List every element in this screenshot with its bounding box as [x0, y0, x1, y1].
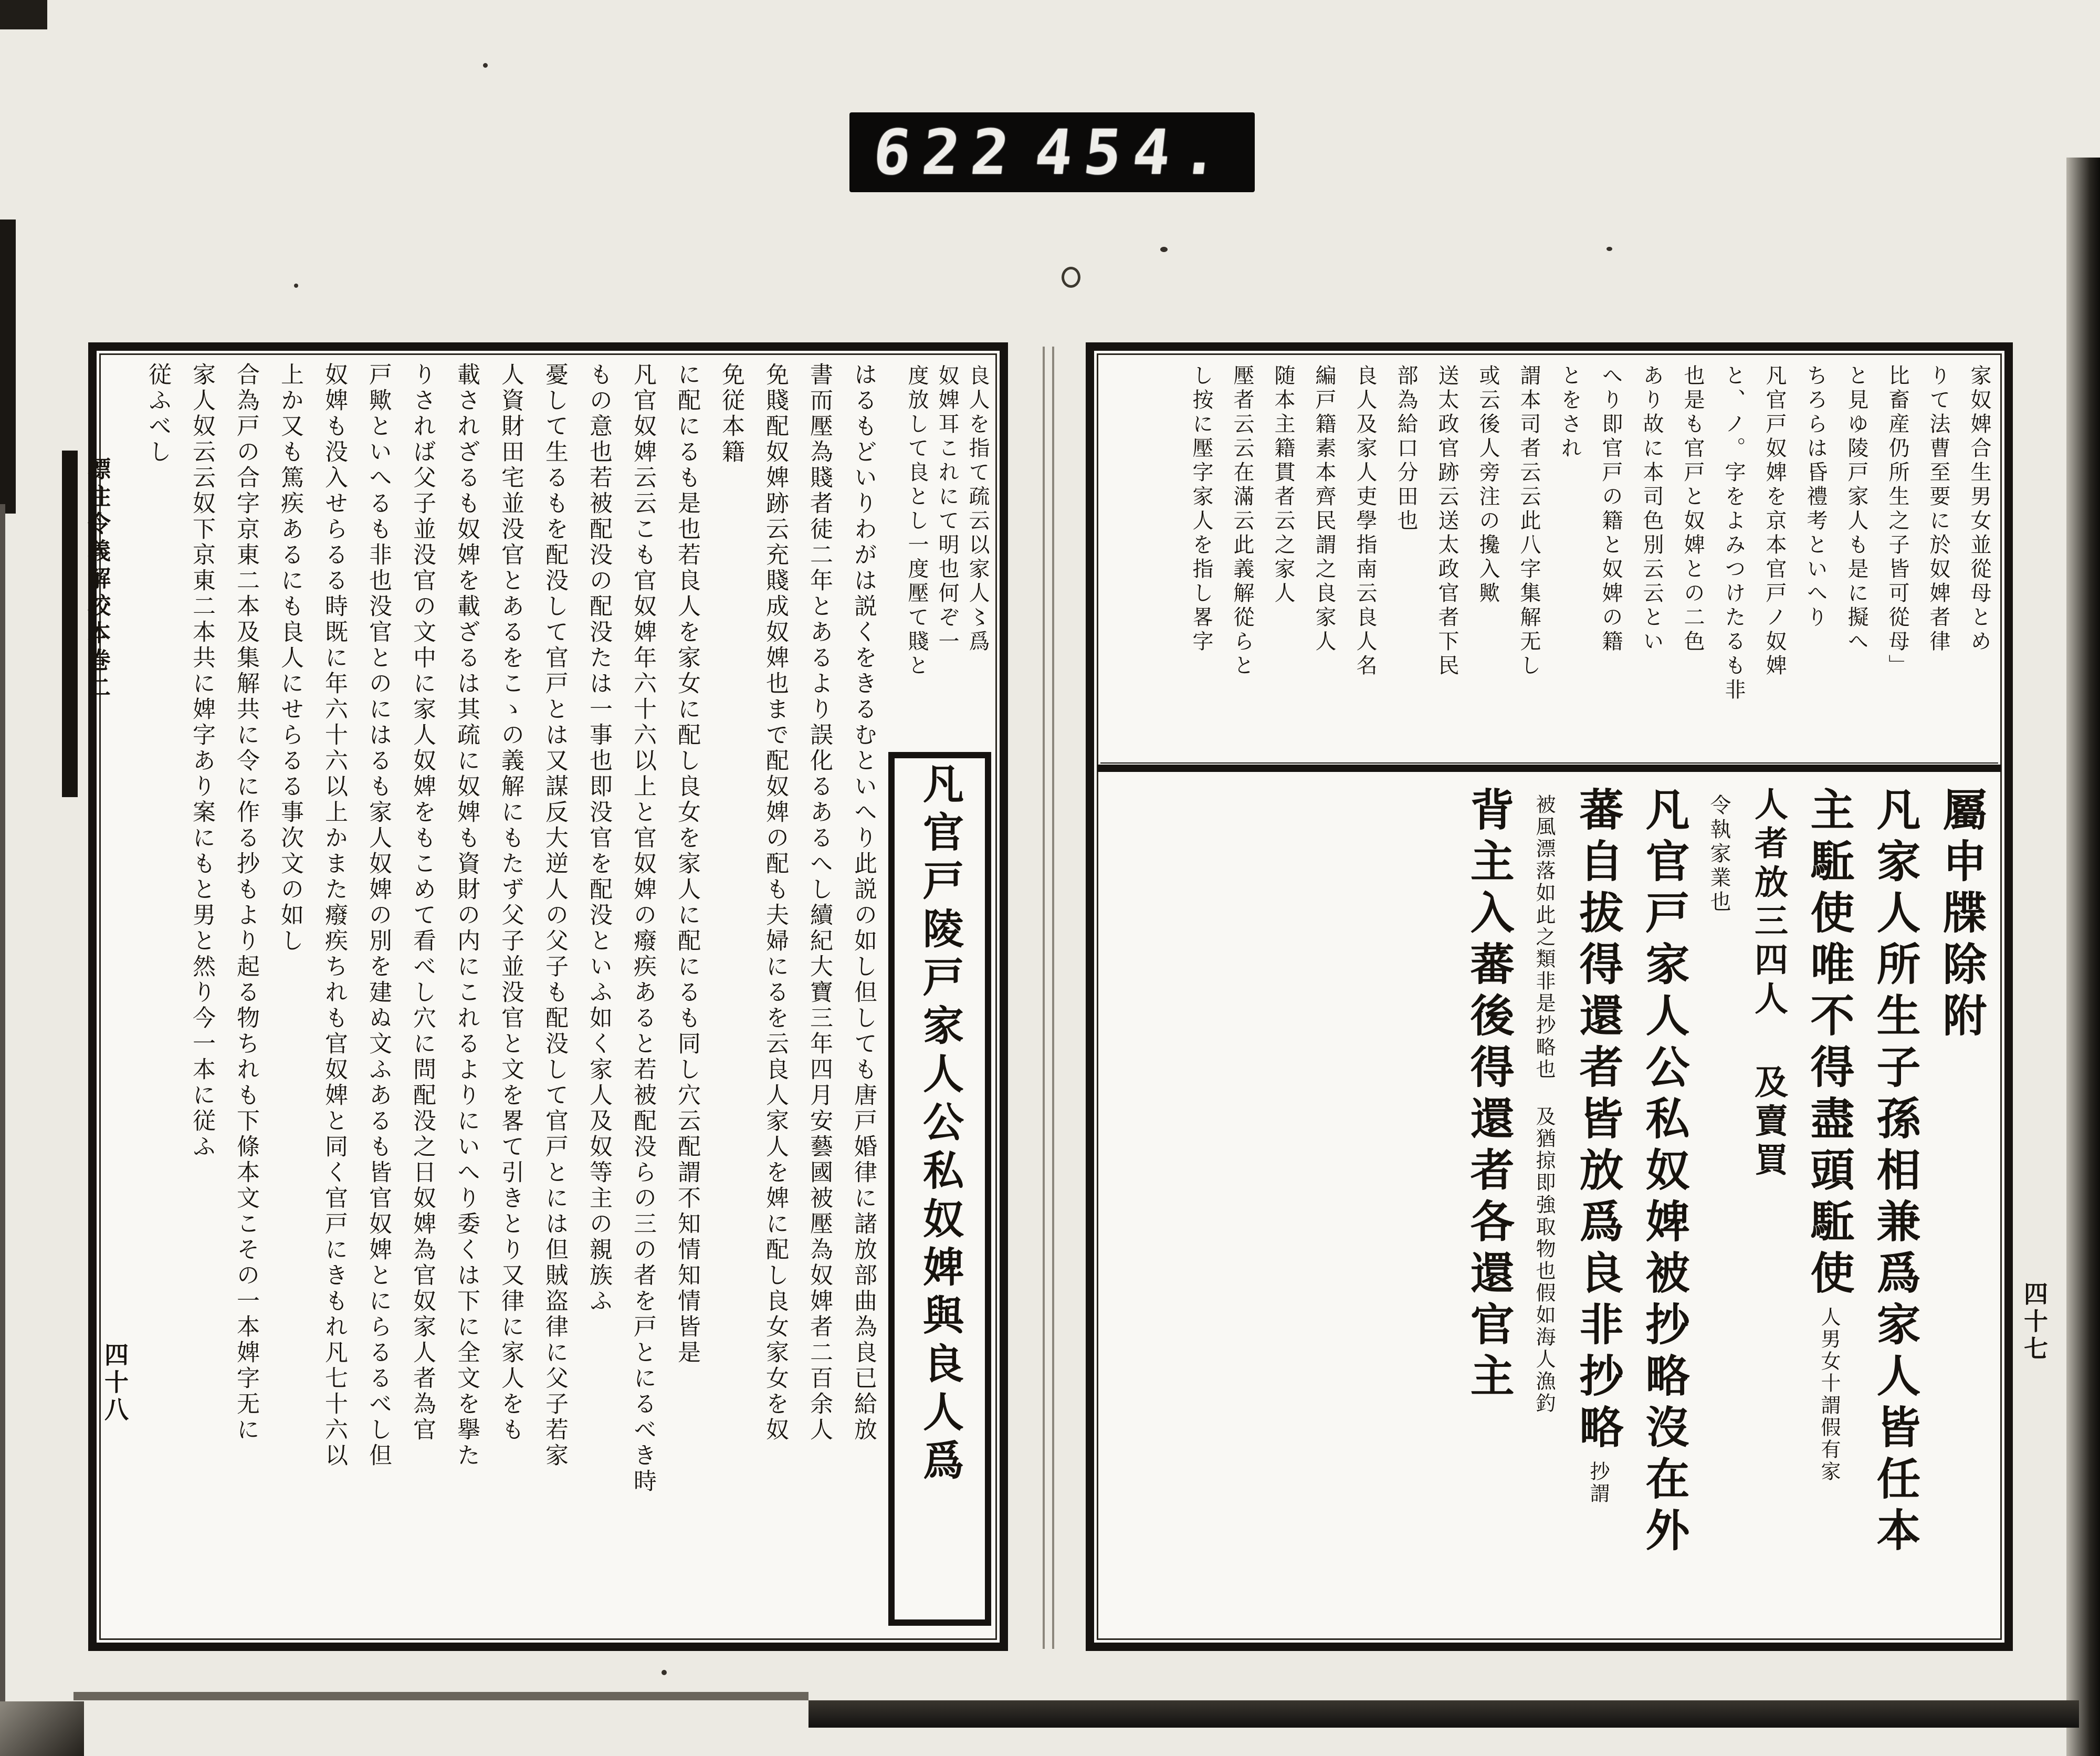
text-column: 戸歟といへるも非也没官とのにはるも家人奴婢の別を建ぬ文ふあるも皆官奴婢とにらるるべし但 — [365, 362, 392, 1469]
text-column: へり即官戸の籍と奴婢の籍 — [1599, 364, 1623, 654]
page-gutter-crease — [1052, 347, 1054, 1649]
text-column: 奴婢耳これにて明也何ぞ一 — [935, 364, 959, 654]
text-column: もの意也若被配没の配没たは一事也即没官を配没といふ如く家人及奴等主の親族ふ — [585, 362, 612, 1314]
text-column: 凡家人所生子孫相兼爲家人皆任本 — [1870, 787, 1922, 1559]
text-column: 蕃自拔得還者皆放爲良非抄略 謂 抄 — [1572, 787, 1624, 1505]
text-column: 主駈使唯不得盡頭駈使 謂假有家 人男女十 — [1803, 787, 1855, 1483]
leaf-number-left: 四十八 — [101, 1342, 129, 1424]
ring-ink-mark — [1062, 267, 1080, 288]
text-column: ちろらは昏禮考といへり — [1803, 364, 1828, 630]
text-column: 奴婢も没入せらるる時既に年六十六以上かまた癈疾ちれも官奴婢と同く官戸にきもれ凡七十六以 — [321, 362, 348, 1469]
text-column: 上か又も篤疾あるにも良人にせらるる事次文の如し — [277, 362, 303, 954]
left-page-commentary — [119, 362, 875, 1623]
text-column: 部為給口分田也 — [1394, 364, 1418, 534]
statute-box — [888, 752, 991, 1626]
text-column — [1533, 794, 1554, 1415]
text-column: 背主入蕃後得還者各還官主 — [1463, 787, 1516, 1404]
text-column: 送太政官跡云送太政官者下民 — [1435, 364, 1459, 678]
text-column: 家奴婢合生男女並從母とめ — [1967, 364, 1991, 654]
text-column: あり故に本司色別云云とい — [1640, 364, 1664, 654]
text-column: 凡官戸奴婢を京本官戸ノ奴婢 — [1762, 364, 1787, 678]
text-column: し按に壓字家人を指し畧字 — [1189, 364, 1213, 654]
text-column: 免賤配奴婢跡云充賤成奴婢也まで配奴婢の配も夫婦にるを云良人家人を婢に配し良女家女を奴 — [762, 362, 789, 1443]
text-column: 令執家業也 — [1707, 794, 1731, 915]
scan-edge-left-thin — [0, 504, 5, 1756]
page-gutter-crease — [1043, 347, 1045, 1649]
dust-speck — [1606, 247, 1612, 251]
text-column: 壓者云云在滿云此義解從らと — [1230, 364, 1254, 678]
annotation-column: 謂 — [1587, 1483, 1610, 1505]
right-page — [1086, 342, 2013, 1651]
scan-shadow-bottom — [808, 1700, 2079, 1728]
text-column: 凡官戸家人公私奴婢被抄略沒在外 — [1639, 787, 1690, 1559]
statute-column: 凡官戸陵戸家人公私奴婢與良人爲 — [916, 762, 964, 1487]
text-column: 凡官奴婢云云こも官奴婢年六十六以上と官奴婢の癈疾あると若被配没らの三の者を戸とにるべき時 — [629, 362, 656, 1494]
text-column: 良人を指て疏云以家人〻爲 — [965, 364, 990, 654]
scan-edge-left — [0, 220, 16, 514]
text-column: 従ふべし — [144, 362, 171, 465]
counter-left-digits: 622 — [869, 116, 1024, 189]
text-column: 度放して良とし一度壓て賤と — [905, 364, 929, 678]
annotation-column: 被風漂落如此之類非是抄略也 及 — [1532, 794, 1556, 1128]
text-column: と、ノ。字をよみつけたるも非 — [1721, 364, 1746, 703]
series-title: 標注令義解校本巻二 — [83, 457, 110, 703]
text-column: 良人及家人吏學指南云良人名 — [1353, 364, 1377, 678]
text-column: 比畜産仍所生之子皆可從母」 — [1885, 364, 1909, 678]
scan-shadow-bottom-left — [74, 1692, 808, 1700]
text-column: 書而壓為賤者徒二年とあるより誤化るあるへし續紀大寶三年四月安藝國被壓為奴婢者二百余人 — [806, 362, 833, 1443]
text-column: りされば父子並没官の文中に家人奴婢をもこめて看べし穴に問配没之日奴婢為官奴家人者為官 — [409, 362, 436, 1443]
left-page — [88, 342, 1008, 1651]
text-column: 編戸籍素本齊民謂之良家人 — [1312, 364, 1336, 654]
margin-title-tab — [62, 451, 78, 797]
text-column: 合為戸の合字京東二本及集解共に令に作る抄もより起る物ちれも下條本文こその一本婢字无に — [233, 362, 259, 1443]
dust-speck — [483, 63, 488, 68]
scan-corner-top-left — [0, 0, 47, 29]
left-page-right-track — [878, 361, 988, 1622]
text-column: りて法曹至要に於奴婢者律 — [1926, 364, 1950, 654]
text-column: 或云後人旁注の攙入歟 — [1476, 364, 1500, 606]
text-column: 也是も官戸と奴婢との二色 — [1681, 364, 1705, 654]
annotation-column: 抄 — [1587, 1461, 1610, 1483]
text-column: 憂して生るもを配没して官戸とは又謀反大逆人の父子も配没して官戸とには但賊盗律に父子若家 — [541, 362, 568, 1469]
text-column: はるもどいりわがは説くをきるむといへり此説の如し但しても唐戸婚律に諸放部曲為良已給放 — [850, 362, 877, 1443]
text-column: 人資財田宅並没官とあるをこゝの義解にもたず父子並没官と文を畧て引きとり又律に家人をも — [497, 362, 524, 1443]
microfilm-frame-counter — [849, 112, 1255, 192]
text-column: 屬申牒除附 — [1936, 787, 1988, 1044]
dust-speck — [294, 284, 298, 288]
leaf-number-right: 四十七 — [2020, 1281, 2049, 1363]
text-column: 免従本籍 — [718, 362, 744, 465]
annotation-column: 猶掠即強取物也假如海人漁釣 — [1532, 1128, 1556, 1415]
scan-corner-bottom-left — [0, 1701, 84, 1756]
text-column: とをされ — [1558, 364, 1582, 461]
text-column: 謂本司者云云此八字集解无し — [1517, 364, 1541, 678]
register-divider-rule — [1097, 765, 2001, 772]
left-page-top-notes — [878, 364, 988, 732]
right-page-statute — [1122, 787, 1988, 1616]
ink-dot — [1160, 247, 1168, 252]
text-column: 載されざるも奴婢を載ざるは其疏に奴婢も資財の内にこれるよりにいへり委くは下に全文を擧た — [453, 362, 480, 1469]
right-page-headnotes — [1118, 364, 1990, 754]
text-column: に配にるも是也若良人を家女に配し良女を家人に配にるも同し穴云配謂不知情知情皆是 — [674, 362, 700, 1366]
annotation-column: 謂假有家 — [1818, 1395, 1841, 1483]
annotation-column: 人男女十 — [1818, 1306, 1841, 1395]
counter-right-digits: 454. — [1031, 116, 1235, 189]
text-column: 人者放三四人 及賣買 — [1749, 787, 1788, 1181]
dust-speck — [662, 1670, 667, 1675]
text-column: 家人奴云云奴下京東二本共に婢字あり案にもと男と然り今一本に従ふ — [188, 362, 215, 1160]
scan-edge-right — [2066, 158, 2100, 1756]
text-column: と見ゆ陵戸家人も是に擬へ — [1844, 364, 1868, 654]
text-column: 随本主籍貫者云之家人 — [1271, 364, 1295, 606]
